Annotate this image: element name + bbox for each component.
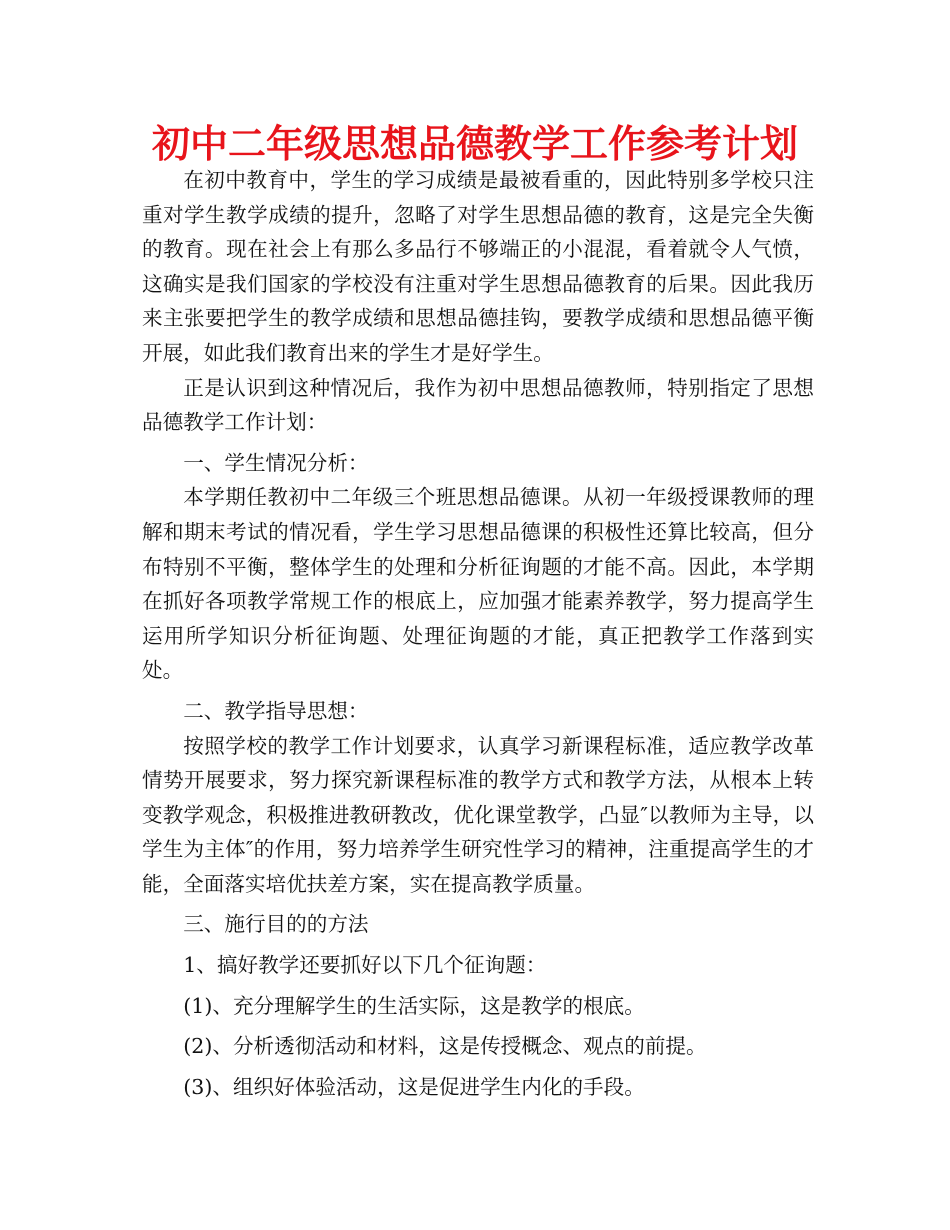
list-item-methods-1: 1、搞好教学还要抓好以下几个征询题：	[183, 953, 547, 978]
list-item-methods-1-1: (1)、充分理解学生的生活实际，这是教学的根底。	[183, 993, 645, 1018]
paragraph-teaching-guidance: 按照学校的教学工作计划要求，认真学习新课程标准，适应教学改革情势开展要求，努力探究新课程标准的教学方式和教学方法，从根本上转变教学观念，积极推进教研教改，优化课堂教学，凸显″以教师为主导，以学生为主体″的作用，努力培养学生研究性学习的精神，注重提高学生的才能，全面落实培优扶差方案，实在提高教学质量。	[142, 733, 814, 896]
document-body	[142, 163, 814, 1104]
section-heading-teaching-guidance: 二、教学指导思想：	[183, 698, 369, 723]
document-title: 初中二年级思想品德教学工作参考计划	[151, 122, 798, 166]
section-heading-methods: 三、施行目的的方法	[183, 912, 369, 937]
paragraph-student-analysis: 本学期任教初中二年级三个班思想品德课。从初一年级授课教师的理解和期末考试的情况看，学生学习思想品德课的积极性还算比较高，但分布特别不平衡，整体学生的处理和分析征询题的才能不高。因此，本学期在抓好各项教学常规工作的根底上，应加强才能素养教学，努力提高学生运用所学知识分析征询题、处理征询题的才能，真正把教学工作落到实处。	[142, 485, 814, 683]
section-heading-student-analysis: 一、学生情况分析：	[183, 450, 369, 475]
paragraph-intro: 在初中教育中，学生的学习成绩是最被看重的，因此特别多学校只注重对学生教学成绩的提升，忽略了对学生思想品德的教育，这是完全失衡的教育。现在社会上有那么多品行不够端正的小混混，看着就令人气愤，这确实是我们国家的学校没有注重对学生思想品德教育的后果。因此我历来主张要把学生的教学成绩和思想品德挂钩，要教学成绩和思想品德平衡开展，如此我们教育出来的学生才是好学生。	[142, 168, 814, 365]
paragraph-plan-statement: 正是认识到这种情况后，我作为初中思想品德教师，特别指定了思想品德教学工作计划：	[142, 375, 814, 435]
list-item-methods-1-3: (3)、组织好体验活动，这是促进学生内化的手段。	[183, 1074, 645, 1099]
list-item-methods-1-2: (2)、分析透彻活动和材料，这是传授概念、观点的前提。	[183, 1034, 707, 1059]
